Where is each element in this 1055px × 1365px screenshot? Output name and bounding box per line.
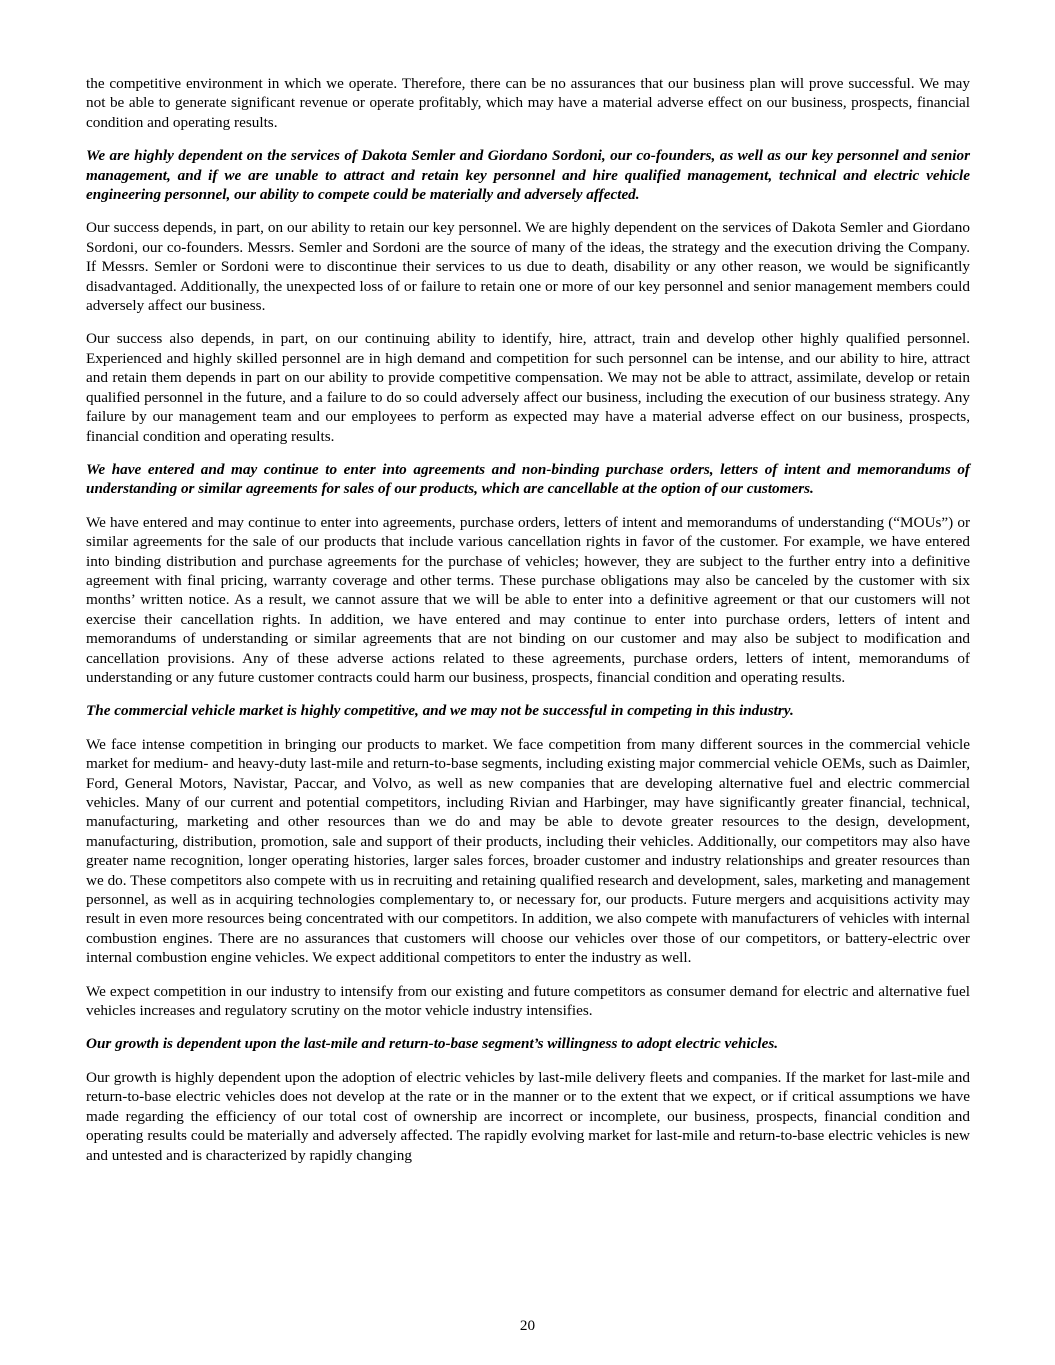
section-heading: Our growth is dependent upon the last-mile and return-to-base segment’s willingness to adopt electric vehicles. bbox=[86, 1035, 779, 1053]
paragraph: Our success depends, in part, on our ability to retain our key personnel. We are highly dependent on the services of Dakota Semler and Giordano Sordoni, our co-founders. Messrs. Semler and Sordoni are the source of many of the ideas, the strategy and the execution driving the Company. If Messrs. Semler or Sordoni were to discontinue their services to us due to death, disability or any other reason, we would be significantly disadvantaged. Additionally, the unexpected loss of or failure to retain one or more of our key personnel and senior management members could adversely affect our business. bbox=[86, 219, 970, 315]
paragraph: the competitive environment in which we operate. Therefore, there can be no assurances that our business plan will prove successful. We may not be able to generate significant revenue or operate profitably, which may have a material adverse effect on our business, prospects, financial condition and operating results. bbox=[86, 75, 970, 131]
section-heading: We have entered and may continue to enter into agreements and non-binding purchase orders, letters of intent and memorandums of understanding or similar agreements for sales of our products, which are cancellable at the option of our customers. bbox=[86, 460, 970, 498]
section-heading: We are highly dependent on the services of Dakota Semler and Giordano Sordoni, our co-founders, as well as our key personnel and senior management, and if we are unable to attract and retain key personnel and hire qualified management, technical and electric vehicle engineering personnel, our ability to compete could be materially and adversely affected. bbox=[86, 147, 970, 204]
paragraph: Our growth is highly dependent upon the adoption of electric vehicles by last-mile delivery fleets and companies. If the market for last-mile and return-to-base electric vehicles does not develop at the rate or in the manner or to the extent that we expect, or if critical assumptions we have made regarding the efficiency of our total cost of ownership are incorrect or incomplete, our business, prospects, financial condition and operating results could be materially and adversely affected. The rapidly evolving market for last-mile and return-to-base electric vehicles is new and untested and is characterized by rapidly changing bbox=[86, 1068, 970, 1164]
section-heading: The commercial vehicle market is highly competitive, and we may not be successful in competing in this industry. bbox=[86, 702, 794, 720]
document-page bbox=[86, 74, 970, 1179]
paragraph: Our success also depends, in part, on our continuing ability to identify, hire, attract, train and develop other highly qualified personnel. Experienced and highly skilled personnel are in high demand and competition for such personnel can be intense, and our ability to hire, attract and retain them depends in part on our ability to provide competitive compensation. We may not be able to attract, assimilate, develop or retain qualified personnel in the future, and a failure to do so could adversely affect our business, including the execution of our business strategy. Any failure by our management team and our employees to perform as expected may have a material adverse effect on our business, prospects, financial condition and operating results. bbox=[86, 330, 970, 445]
paragraph: We have entered and may continue to enter into agreements, purchase orders, letters of intent and memorandums of understanding (“MOUs”) or similar agreements for the sale of our products that include various cancellation rights in favor of the customer. For example, we have entered into binding distribution and purchase agreements for the purchase of vehicles; however, they are subject to the further entry into a definitive agreement with final pricing, warranty coverage and other terms. These purchase obligations may also be canceled by the customer with six months’ written notice. As a result, we cannot assure that we will be able to enter into a definitive agreement or that our customers will not exercise their cancellation rights. In addition, we have entered and may continue to enter into purchase orders, letters of intent and memorandums of understanding or similar agreements that are not binding on our customer and may also be subject to modification and cancellation provisions. Any of these adverse actions related to these agreements, purchase orders, letters of intent, memorandums of understanding or any future customer contracts could harm our business, prospects, financial condition and operating results. bbox=[86, 513, 970, 686]
paragraph: We expect competition in our industry to intensify from our existing and future competitors as consumer demand for electric and alternative fuel vehicles increases and regulatory scrutiny on the motor vehicle industry intensifies. bbox=[86, 982, 970, 1020]
page-number: 20 bbox=[519, 1317, 536, 1334]
paragraph: We face intense competition in bringing our products to market. We face competition from many different sources in the commercial vehicle market for medium- and heavy-duty last-mile and return-to-base segments, including existing major commercial vehicle OEMs, such as Daimler, Ford, General Motors, Navistar, Paccar, and Volvo, as well as new companies that are developing alternative fuel and electric commercial vehicles. Many of our current and potential competitors, including Rivian and Harbinger, may have significantly greater financial, technical, manufacturing, marketing and other resources than we do and may be able to devote greater resources to the design, development, manufacturing, distribution, promotion, sale and support of their products, including their vehicles. Additionally, our competitors may also have greater name recognition, longer operating histories, larger sales forces, broader customer and industry relationships and greater resources than we do. These competitors also compete with us in recruiting and retaining qualified research and development, sales, marketing and management personnel, as well as in acquiring technologies complementary to, or necessary for, our products. Future mergers and acquisitions activity may result in even more resources being concentrated with our competitors. In addition, we also compete with manufacturers of vehicles with internal combustion engines. There are no assurances that customers will choose our vehicles over those of our competitors, or battery-electric over internal combustion engine vehicles. We expect additional competitors to enter the industry as well. bbox=[86, 735, 970, 967]
